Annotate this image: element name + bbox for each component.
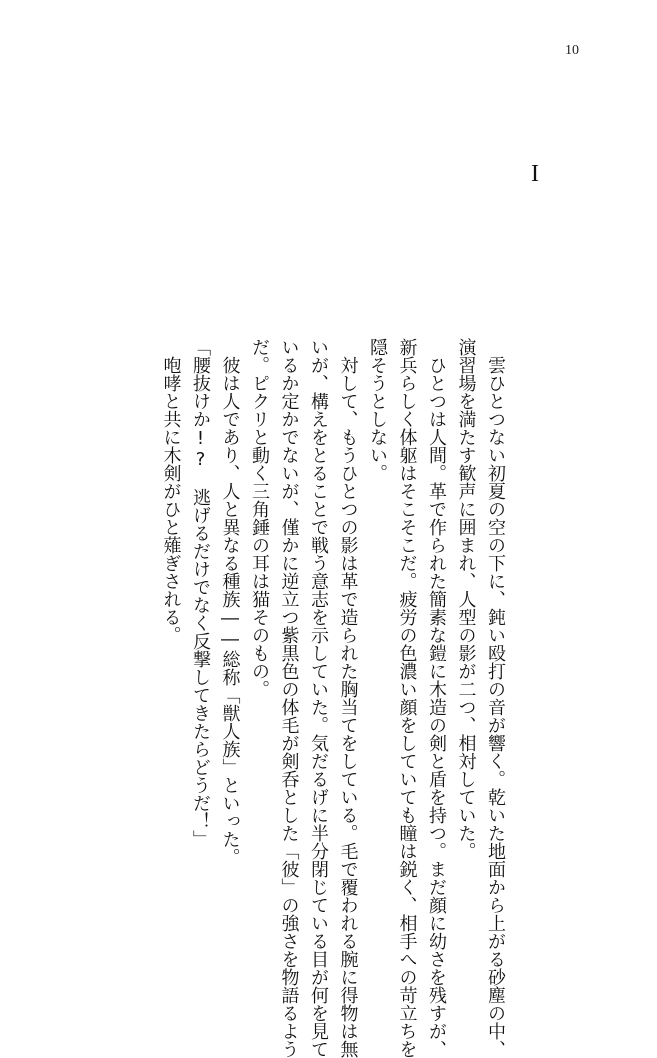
body-text <box>156 338 510 1058</box>
text-line: 新兵らしく体躯はそこそこだ。疲労の色濃い顔をしていても瞳は鋭く、相手への苛立ちを <box>396 338 418 1058</box>
text-line: いが、構えをとることで戦う意志を示していた。気だるげに半分閉じている目が何を見て <box>308 338 329 1058</box>
chapter-heading: I <box>531 161 539 187</box>
text-line: 対して、もうひとつの影は革で造られた胸当てをしている。毛で覆われる腕に得物は無 <box>337 356 359 1058</box>
text-line: 彼は人であり、人と異なる種族――総称「獣人族」といった。 <box>219 356 241 866</box>
text-line: 「腰抜けか!? 逃げるだけでなく反撃してきたらどうだ！」 <box>190 338 211 848</box>
text-line: だ。ピクリと動く三角錘の耳は猫そのもの。 <box>249 338 270 698</box>
text-line: 隠そうとしない。 <box>367 338 388 482</box>
text-line: 咆哮と共に木剣がひと薙ぎされる。 <box>160 356 182 644</box>
page-number: 10 <box>565 43 579 58</box>
text-line: 雲ひとつない初夏の空の下に、鈍い殴打の音が響く。乾いた地面から上がる砂塵の中、 <box>485 356 506 1058</box>
text-line: ひとつは人間。革で作られた簡素な鎧に木造の剣と盾を持つ。まだ顔に幼さを残すが、 <box>426 356 447 1058</box>
text-line: 演習場を満たす歓声に囲まれ、人型の影が二つ、相対していた。 <box>455 338 477 860</box>
text-line: いるか定かでないが、僅かに逆立つ紫黒色の体毛が剣呑とした「彼」の強さを物語るよう <box>278 338 300 1058</box>
